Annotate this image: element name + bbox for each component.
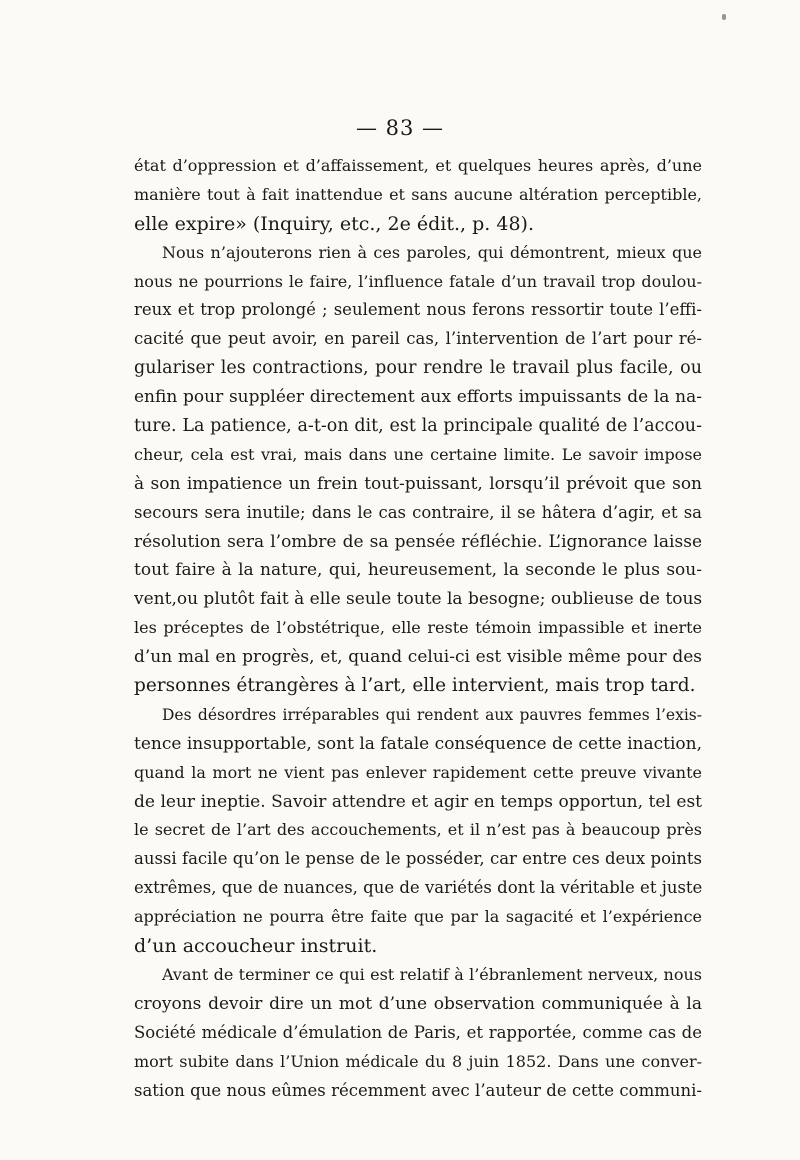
text-line: ture. La patience, a-t-on dit, est la principale qualité de l’accou- [134,416,702,437]
body-text [134,152,702,1105]
text-line: Des désordres irréparables qui rendent aux pauvres femmes l’exis- [162,705,702,724]
page-number: — 83 — [355,116,445,140]
text-line: cacité que peut avoir, en pareil cas, l’intervention de l’art pour ré- [134,329,702,349]
text-line: Société médicale d’émulation de Paris, et rapportée, comme cas de [134,1022,702,1042]
text-line: cheur, cela est vrai, mais dans une certaine limite. Le savoir impose [134,444,702,464]
text-line: secours sera inutile; dans le cas contraire, il se hâtera d’agir, et sa [134,502,702,522]
text-line: de leur ineptie. Savoir attendre et agir en temps opportun, tel est [134,791,702,812]
text-line: enfin pour suppléer directement aux efforts impuissants de la na- [134,387,702,408]
text-line: d’un mal en progrès, et, quand celui-ci est visible même pour des [134,647,702,668]
text-line: personnes étrangères à l’art, elle intervient, mais trop tard. [134,675,696,697]
text-line: Nous n’ajouterons rien à ces paroles, qui démontrent, mieux que [162,242,702,262]
text-line: manière tout à fait inattendue et sans aucune altération perceptible, [134,184,702,204]
text-line: aussi facile qu’on le pense de le posséder, car entre ces deux points [134,849,702,869]
text-line: quand la mort ne vient pas enlever rapidement cette preuve vivante [134,762,702,782]
text-line: Avant de terminer ce qui est relatif à l’ébranlement nerveux, nous [162,964,702,984]
text-line: mort subite dans l’Union médicale du 8 juin 1852. Dans une conver- [134,1051,702,1071]
text-line: nous ne pourrions le faire, l’influence fatale d’un travail trop doulou- [134,271,702,291]
text-line: elle expire» (Inquiry, etc., 2e édit., p. 48). [134,212,534,235]
text-line: sation que nous eûmes récemment avec l’auteur de cette communi- [134,1080,702,1100]
text-line: appréciation ne pourra être faite que par la sagacité et l’expérience [134,907,702,927]
text-line: gulariser les contractions, pour rendre le travail plus facile, ou [134,358,702,379]
text-line: extrêmes, que de nuances, que de variétés dont la véritable et juste [134,878,702,898]
text-line: à son impatience un frein tout-puissant, lorsqu’il prévoit que son [134,473,702,494]
text-line: état d’oppression et d’affaissement, et quelques heures après, d’une [134,156,702,175]
scan-speck [722,14,726,20]
text-line: vent,ou plutôt fait à elle seule toute la besogne; oublieuse de tous [134,589,702,610]
text-line: résolution sera l’ombre de sa pensée réfléchie. L’ignorance laisse [134,531,702,552]
text-line: le secret de l’art des accouchements, et il n’est pas à beaucoup près [134,820,702,840]
text-line: reux et trop prolongé ; seulement nous ferons ressortir toute l’effi- [134,300,702,320]
text-line: les préceptes de l’obstétrique, elle reste témoin impassible et inerte [134,618,702,638]
text-line: d’un accoucheur instruit. [134,935,378,958]
text-line: tence insupportable, sont la fatale conséquence de cette inaction, [134,733,702,754]
text-line: croyons devoir dire un mot d’une observation communiquée à la [134,993,702,1014]
text-line: tout faire à la nature, qui, heureusement, la seconde le plus sou- [134,560,702,581]
